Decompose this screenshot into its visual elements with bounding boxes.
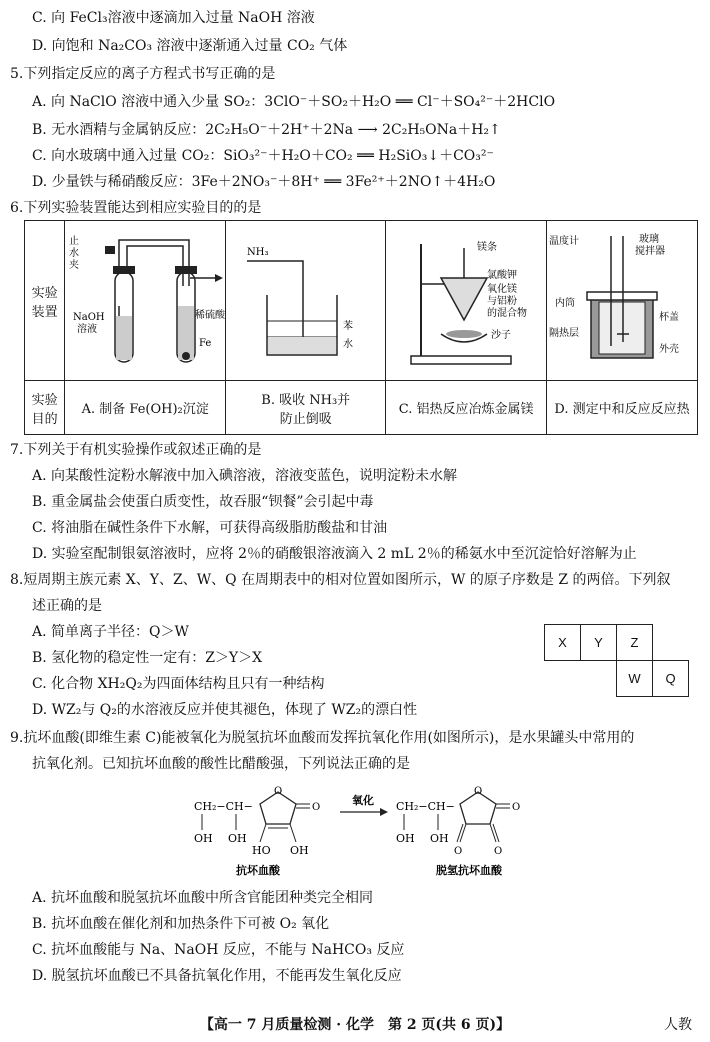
svg-text:Fe: Fe <box>199 337 212 349</box>
q9-option-b: B. 抗坏血酸在催化剂和加热条件下可被 O₂ 氧化 <box>32 916 330 932</box>
q5-option-b: B. 无水酒精与金属钠反应：2C₂H₅O⁻＋2H⁺＋2Na ⟶ 2C₂H₅ONa＋H₂↑ <box>32 122 501 138</box>
svg-text:搅拌器: 搅拌器 <box>635 245 665 257</box>
element-x: X <box>545 625 581 661</box>
svg-text:OH: OH <box>430 832 449 845</box>
q8-stem-line2: 述正确的是 <box>32 598 102 614</box>
q9-stem-line2: 抗氧化剂。已知抗坏血酸的酸性比醋酸强，下列说法正确的是 <box>32 756 410 772</box>
svg-text:OH: OH <box>228 832 247 845</box>
q9-option-d: D. 脱氢抗坏血酸已不具备抗氧化作用，不能再发生氧化反应 <box>32 968 402 984</box>
purpose-b: B. 吸收 NH₃并 防止倒吸 <box>226 381 386 435</box>
svg-text:杯盖: 杯盖 <box>659 311 679 323</box>
apparatus-b <box>226 221 386 381</box>
svg-text:O: O <box>312 802 321 813</box>
name-ascorbic-acid: 抗坏血酸 <box>236 864 280 877</box>
thermite-diagram <box>391 226 541 376</box>
svg-text:的混合物: 的混合物 <box>487 307 528 319</box>
q4-option-c: C. 向 FeCl₃溶液中逐滴加入过量 NaOH 溶液 <box>32 10 315 26</box>
svg-text:NH₃: NH₃ <box>246 246 269 258</box>
svg-text:NaOH: NaOH <box>73 311 105 323</box>
svg-text:O: O <box>474 786 483 797</box>
svg-text:氯酸钾: 氯酸钾 <box>487 269 518 281</box>
q6-apparatus-table <box>24 220 698 435</box>
purpose-c: C. 铝热反应冶炼金属镁 <box>386 381 547 435</box>
q5-stem: 5.下列指定反应的离子方程式书写正确的是 <box>10 66 276 82</box>
svg-text:CH₂−CH−: CH₂−CH− <box>194 800 253 813</box>
svg-text:温度计: 温度计 <box>549 235 579 247</box>
apparatus-a <box>65 221 226 381</box>
apparatus-c <box>386 221 547 381</box>
q7-option-c: C. 将油脂在碱性条件下水解，可获得高级脂肪酸盐和甘油 <box>32 520 388 536</box>
svg-text:玻璃: 玻璃 <box>639 233 659 245</box>
nh3-absorption-diagram <box>241 231 371 371</box>
edition-label: 人教 <box>664 1017 692 1033</box>
svg-text:苯: 苯 <box>342 320 353 332</box>
svg-text:外壳: 外壳 <box>659 343 679 355</box>
ascorbic-acid-oxidation-scheme <box>190 782 530 878</box>
q5-option-c: C. 向水玻璃中通入过量 CO₂：SiO₃²⁻＋H₂O＋CO₂ ══ H₂SiO₃↓＋CO₃²⁻ <box>32 148 494 164</box>
svg-text:沙子: 沙子 <box>491 329 512 341</box>
element-z: Z <box>617 625 653 661</box>
q4-option-d: D. 向饱和 Na₂CO₃ 溶液中逐渐通入过量 CO₂ 气体 <box>32 38 348 54</box>
svg-text:HO: HO <box>252 844 271 857</box>
q6-stem: 6.下列实验装置能达到相应实验目的的是 <box>10 200 262 216</box>
element-y: Y <box>581 625 617 661</box>
svg-text:止: 止 <box>69 235 80 247</box>
svg-text:水: 水 <box>69 247 80 259</box>
svg-text:OH: OH <box>194 832 213 845</box>
svg-text:隔热层: 隔热层 <box>549 327 579 339</box>
q7-stem: 7.下列关于有机实验操作或叙述正确的是 <box>10 442 262 458</box>
svg-text:镁条: 镁条 <box>477 241 498 253</box>
q5-option-d: D. 少量铁与稀硝酸反应：3Fe＋2NO₃⁻＋8H⁺ ══ 3Fe²⁺＋2NO↑＋4H₂O <box>32 174 496 190</box>
fe-oh2-apparatus-diagram <box>65 226 225 376</box>
q9-option-c: C. 抗坏血酸能与 Na、NaOH 反应，不能与 NaHCO₃ 反应 <box>32 942 405 958</box>
svg-text:夹: 夹 <box>69 259 80 271</box>
row-label-purpose: 实验 目的 <box>25 381 65 435</box>
q7-option-d: D. 实验室配制银氨溶液时，应将 2％的硝酸银溶液滴入 2 mL 2％的稀氨水中至沉淀恰好溶解为止 <box>32 546 637 562</box>
purpose-d: D. 测定中和反应反应热 <box>547 381 698 435</box>
q8-option-d: D. WZ₂与 Q₂的水溶液反应并使其褪色，体现了 WZ₂的漂白性 <box>32 702 418 718</box>
q8-option-c: C. 化合物 XH₂Q₂为四面体结构且只有一种结构 <box>32 676 325 692</box>
calorimeter-diagram <box>547 226 697 376</box>
q5-option-a: A. 向 NaClO 溶液中通入少量 SO₂：3ClO⁻＋SO₂＋H₂O ══ Cl⁻＋SO₄²⁻＋2HClO <box>32 94 556 110</box>
purpose-a: A. 制备 Fe(OH)₂沉淀 <box>65 381 226 435</box>
svg-text:O: O <box>454 846 463 857</box>
svg-text:CH₂−CH−: CH₂−CH− <box>396 800 455 813</box>
page-footer: 【高一 7 月质量检测 · 化学 第 2 页(共 6 页)】 <box>199 1017 511 1033</box>
element-w: W <box>617 661 653 697</box>
svg-text:与铝粉: 与铝粉 <box>487 295 518 307</box>
svg-text:O: O <box>274 786 283 797</box>
svg-text:内筒: 内筒 <box>555 297 575 309</box>
svg-text:O: O <box>494 846 503 857</box>
svg-text:氧化: 氧化 <box>352 794 374 807</box>
svg-text:OH: OH <box>396 832 415 845</box>
apparatus-d <box>547 221 698 381</box>
q8-option-a: A. 简单离子半径：Q＞W <box>32 624 189 640</box>
svg-text:氧化镁: 氧化镁 <box>487 283 518 295</box>
q7-option-a: A. 向某酸性淀粉水解液中加入碘溶液，溶液变蓝色，说明淀粉未水解 <box>32 468 458 484</box>
element-q: Q <box>653 661 689 697</box>
svg-text:稀硫酸: 稀硫酸 <box>195 309 226 321</box>
svg-text:溶液: 溶液 <box>77 323 98 335</box>
q7-option-b: B. 重金属盐会使蛋白质变性，故吞服“钡餐”会引起中毒 <box>32 494 374 510</box>
name-dehydroascorbic-acid: 脱氢抗坏血酸 <box>436 864 502 877</box>
svg-text:O: O <box>512 802 521 813</box>
q9-option-a: A. 抗坏血酸和脱氢抗坏血酸中所含官能团种类完全相同 <box>32 890 374 906</box>
q8-option-b: B. 氢化物的稳定性一定有：Z＞Y＞X <box>32 650 263 666</box>
q8-stem-line1: 8.短周期主族元素 X、Y、Z、W、Q 在周期表中的相对位置如图所示，W 的原子序数是 Z 的两倍。下列叙 <box>10 572 671 588</box>
periodic-table-fragment <box>544 624 689 697</box>
q9-stem-line1: 9.抗坏血酸(即维生素 C)能被氧化为脱氢抗坏血酸而发挥抗氧化作用(如图所示)，是水果罐头中常用的 <box>10 730 635 746</box>
svg-text:OH: OH <box>290 844 309 857</box>
row-label-apparatus: 实验 装置 <box>25 221 65 381</box>
svg-text:水: 水 <box>342 338 353 350</box>
